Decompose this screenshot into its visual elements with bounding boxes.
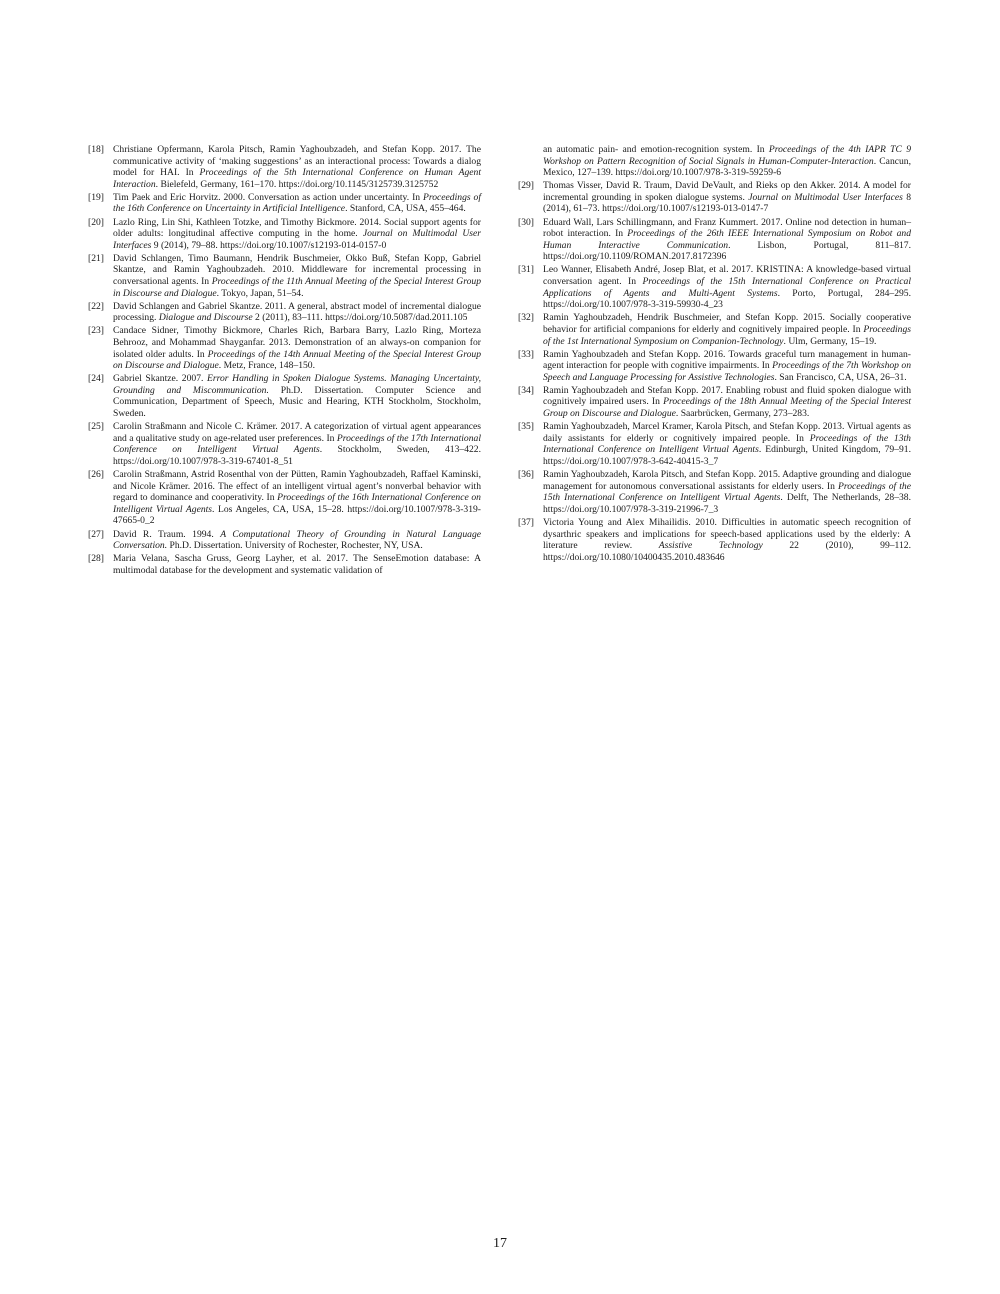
reference-entry — [518, 349, 911, 384]
reference-venue-title: Proceedings of the 4th IAPR TC 9 Workshop on Pattern Recognition of Social Signals in Human-Computer-Interaction — [543, 144, 911, 167]
reference-entry — [88, 144, 481, 190]
reference-number: [36] — [518, 469, 534, 481]
reference-venue-title: Proceedings of the 7th Workshop on Speech and Language Processing for Assistive Technologies — [543, 360, 911, 383]
reference-venue-title: Proceedings of the 1st International Symposium on Companion-Technology — [543, 323, 911, 347]
reference-venue-title: Proceedings of the 16th International Conference on Intelligent Virtual Agents — [113, 492, 481, 515]
reference-number: [29] — [518, 180, 534, 192]
reference-text: an automatic pain- and emotion-recognition system. In — [543, 144, 769, 155]
reference-body — [543, 517, 911, 563]
reference-body — [543, 421, 911, 467]
reference-text: . Edinburgh, United Kingdom, 79–91. https://doi.org/10.1007/978-3-642-40415-3_7 — [543, 444, 912, 467]
reference-entry — [518, 217, 911, 263]
reference-body — [543, 312, 911, 346]
reference-entry — [88, 373, 481, 419]
reference-text: David Schlangen and Gabriel Skantze. 2011. A general, abstract model of incremental dialogue processing. — [113, 300, 481, 324]
reference-body — [543, 385, 911, 419]
reference-entry — [88, 529, 481, 552]
reference-body — [543, 217, 911, 263]
reference-venue-title: Proceedings of the 13th International Conference on Intelligent Virtual Agents — [543, 432, 911, 456]
reference-entry — [88, 253, 481, 299]
reference-venue-title: Proceedings of the 15th International Conference on Intelligent Virtual Agents — [543, 480, 911, 504]
reference-text: 8 (2014), 61–73. https://doi.org/10.1007/s12193-013-0147-7 — [543, 191, 911, 215]
reference-body — [113, 253, 481, 299]
reference-body — [113, 301, 481, 324]
reference-entry — [88, 421, 481, 467]
reference-text: . Porto, Portugal, 284–295. https://doi.org/10.1007/978-3-319-59930-4_23 — [543, 287, 912, 311]
reference-venue-title: Proceedings of the 18th Annual Meeting of the Special Interest Group on Discourse and Dialogue — [543, 396, 911, 420]
reference-venue-title: Proceedings of the 17th International Conference on Intelligent Virtual Agents — [113, 432, 481, 456]
reference-text: Lazlo Ring, Lin Shi, Kathleen Totzke, and Timothy Bickmore. 2014. Social support agents for older adults: longitudinal affective computing in the home. — [113, 216, 481, 240]
reference-text: David Schlangen, Timo Baumann, Hendrik Buschmeier, Okko Buß, Stefan Kopp, Gabriel Skantze, and Ramin Yaghoubzadeh. 2010. Middleware for incremental processing in conversational agents. In — [113, 252, 481, 288]
reference-body — [543, 349, 911, 383]
reference-number: [37] — [518, 516, 534, 528]
reference-text: . Lisbon, Portugal, 811–817. https://doi.org/10.1109/ROMAN.2017.8172396 — [543, 239, 911, 263]
reference-body — [543, 469, 911, 515]
reference-entry — [88, 325, 481, 371]
reference-venue-title: Journal on Multimodal User Interfaces — [748, 191, 903, 203]
reference-text: . Cancun, Mexico, 127–139. https://doi.org/10.1007/978-3-319-59259-6 — [543, 155, 911, 179]
reference-text: . Stockholm, Sweden, 413–422. https://doi.org/10.1007/978-3-319-67401-8_51 — [113, 444, 481, 467]
reference-number: [27] — [88, 528, 104, 540]
reference-text: 22 (2010), 99–112. https://doi.org/10.1080/10400435.2010.483646 — [543, 540, 911, 563]
reference-body — [113, 373, 481, 419]
reference-text: Ramin Yaghoubzadeh and Stefan Kopp. 2017. Enabling robust and fluid spoken dialogue with cognitively impaired users. In — [543, 384, 911, 408]
reference-venue-title: Proceedings of the 16th Conference on Uncertainty in Artificial Intelligence — [113, 191, 481, 215]
reference-text: Victoria Young and Alex Mihailidis. 2010. Difficulties in automatic speech recognition of dysarthric speakers and implications for speech-based applications used by the elderly: A literature review. — [543, 516, 911, 552]
reference-body — [113, 553, 481, 576]
reference-text: . Ulm, Germany, 15–19. — [783, 335, 877, 347]
reference-entry — [518, 385, 911, 420]
reference-text: Ramin Yaghoubzadeh, Karola Pitsch, and Stefan Kopp. 2015. Adaptive grounding and dialogue management for autonomous conversational assistants for elderly users. In — [543, 469, 911, 492]
reference-number: [33] — [518, 348, 534, 360]
reference-text: . Delft, The Netherlands, 28–38. https://doi.org/10.1007/978-3-319-21996-7_3 — [543, 492, 911, 515]
reference-body — [543, 180, 911, 214]
reference-number: [34] — [518, 384, 534, 396]
reference-number: [19] — [88, 191, 104, 203]
reference-venue-title: Proceedings of the 5th International Conference on Human Agent Interaction — [113, 167, 481, 190]
reference-venue-title: Journal on Multimodal User Interfaces — [113, 228, 482, 251]
reference-body — [543, 264, 911, 310]
reference-text: Gabriel Skantze. 2007. — [113, 373, 208, 385]
reference-text: Maria Velana, Sascha Gruss, Georg Layher, et al. 2017. The SenseEmotion database: A multimodal database for the development and systematic validation of — [113, 553, 481, 576]
reference-venue-title: Proceedings of the 11th Annual Meeting of the Special Interest Group in Discourse and Dialogue — [113, 276, 481, 299]
page-number: 17 — [493, 1236, 507, 1251]
reference-text: 2 (2011), 83–111. https://doi.org/10.5087/dad.2011.105 — [252, 312, 468, 324]
reference-number: [35] — [518, 421, 534, 433]
reference-number: [28] — [88, 553, 104, 565]
reference-text: Ramin Yaghoubzadeh, Hendrik Buschmeier, and Stefan Kopp. 2015. Socially cooperative behavior for artificial companions for elderly and cognitively impaired people. In — [543, 312, 911, 335]
reference-body — [113, 421, 481, 467]
reference-text: David R. Traum. 1994. — [113, 528, 221, 540]
reference-text: Leo Wanner, Elisabeth André, Josep Blat, et al. 2017. KRISTINA: A knowledge-based virtual conversation agent. In — [543, 264, 911, 288]
reference-text: Tim Paek and Eric Horvitz. 2000. Conversation as action under uncertainty. In — [113, 191, 423, 203]
reference-body — [113, 144, 481, 190]
reference-number: [24] — [88, 373, 104, 385]
reference-number: [30] — [518, 216, 534, 228]
reference-text: Christiane Opfermann, Karola Pitsch, Ramin Yaghoubzadeh, and Stefan Kopp. 2017. The communicative activity of ‘making suggestions’ as an interactional process: Towards a dialog model for HAI. In — [113, 144, 481, 179]
reference-text: Ph.D. Dissertation. Computer Science and Communication, Department of Speech, Music and Hearing, KTH Stockholm, Stockholm, Sweden. — [113, 384, 481, 420]
reference-continuation — [518, 144, 911, 179]
reference-entry — [518, 469, 911, 515]
reference-body — [113, 192, 481, 215]
reference-entry — [88, 301, 481, 324]
reference-number: [23] — [88, 325, 104, 337]
reference-text: Ramin Yaghoubzadeh and Stefan Kopp. 2016. Towards graceful turn management in human-agent interaction for people with cognitive impairments. In — [543, 348, 911, 372]
reference-text: 9 (2014), 79–88. https://doi.org/10.1007/s12193-014-0157-0 — [151, 239, 387, 251]
references-left-column — [88, 144, 481, 578]
reference-venue-title: Proceedings of the 15th International Conference on Practical Applications of Agents and Multi-Agent Systems — [543, 276, 911, 299]
reference-venue-title: Proceedings of the 14th Annual Meeting of the Special Interest Group on Discourse and Dialogue — [113, 348, 481, 372]
reference-venue-title: Dialogue and Discourse — [158, 312, 253, 324]
reference-text: Eduard Wall, Lars Schillingmann, and Franz Kummert. 2017. Online nod detection in human–robot interaction. In — [543, 216, 911, 240]
reference-text: . San Francisco, CA, USA, 26–31. — [774, 371, 907, 383]
references-right-column — [518, 144, 911, 565]
reference-entry — [518, 517, 911, 563]
reference-text: Candace Sidner, Timothy Bickmore, Charles Rich, Barbara Barry, Lazlo Ring, Morteza Behrooz, and Mohammad Shayganfar. 2013. Demonstration of an always-on companion for isolated older adults. In — [113, 325, 481, 360]
reference-entry — [518, 421, 911, 467]
reference-entry — [88, 217, 481, 252]
reference-venue-title: Assistive Technology — [658, 540, 763, 552]
reference-number: [32] — [518, 312, 534, 324]
reference-entry — [88, 469, 481, 527]
reference-body — [113, 469, 481, 526]
reference-text: Ph.D. Dissertation. University of Rochester, Rochester, NY, USA. — [167, 540, 423, 552]
reference-number: [31] — [518, 264, 534, 276]
reference-text: Carolin Straßmann and Nicole C. Krämer. 2017. A categorization of virtual agent appearances and a qualitative study on age-related user preferences. In — [113, 421, 481, 444]
reference-body — [113, 325, 481, 371]
reference-entry — [88, 553, 481, 576]
reference-number: [22] — [88, 300, 104, 312]
reference-venue-title: Error Handling in Spoken Dialogue Systems. Managing Uncertainty, Grounding and Miscommunication. — [113, 373, 481, 396]
reference-text: . Tokyo, Japan, 51–54. — [216, 287, 304, 299]
reference-entry — [518, 180, 911, 215]
reference-number: [26] — [88, 469, 104, 481]
reference-text: Carolin Straßmann, Astrid Rosenthal von der Pütten, Ramin Yaghoubzadeh, Raffael Kaminski, and Nicole Krämer. 2016. The effect of an intelligent virtual agent’s nonverbal behavior with regard to dominance and cooperativity. In — [113, 469, 481, 504]
reference-number: [20] — [88, 216, 104, 228]
reference-entry — [88, 192, 481, 215]
reference-venue-title: Proceedings of the 26th IEEE International Symposium on Robot and Human Interactive Communication — [543, 228, 912, 251]
reference-entry — [518, 264, 911, 310]
reference-number: [21] — [88, 252, 104, 264]
reference-body — [113, 529, 481, 552]
reference-text: . Metz, France, 148–150. — [218, 360, 315, 372]
reference-number: [18] — [88, 144, 104, 155]
reference-text: . Saarbrücken, Germany, 273–283. — [675, 408, 810, 420]
reference-text: . Bielefeld, Germany, 161–170. https://doi.org/10.1145/3125739.3125752 — [155, 178, 439, 190]
reference-text: . Stanford, CA, USA, 455–464. — [345, 203, 466, 215]
reference-text: Ramin Yaghoubzadeh, Marcel Kramer, Karola Pitsch, and Stefan Kopp. 2013. Virtual agents as daily assistants for elderly or cognitively impaired people. In — [543, 421, 911, 444]
reference-body — [113, 217, 481, 251]
reference-venue-title: A Computational Theory of Grounding in Natural Language Conversation. — [113, 528, 481, 552]
reference-number: [25] — [88, 421, 104, 433]
reference-entry — [518, 312, 911, 347]
reference-text: . Los Angeles, CA, USA, 15–28. https://doi.org/10.1007/978-3-319-47665-0_2 — [113, 503, 481, 527]
reference-text: Thomas Visser, David R. Traum, David DeVault, and Rieks op den Akker. 2014. A model for incremental grounding in spoken dialogue systems. — [543, 180, 911, 203]
